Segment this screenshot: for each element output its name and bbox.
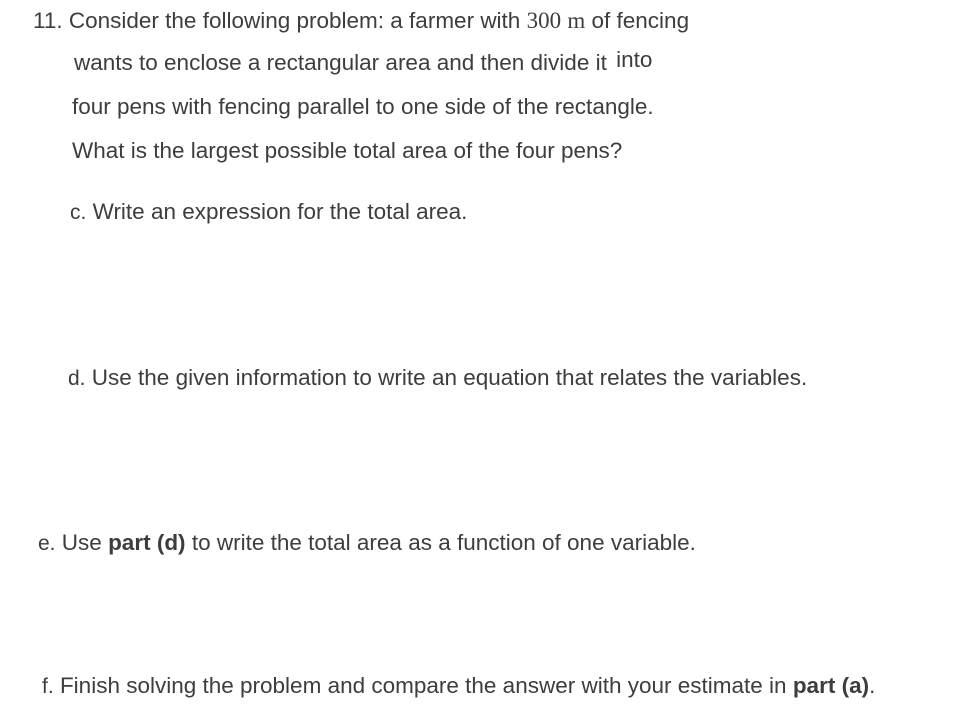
part-c-text: Write an expression for the total area. xyxy=(92,199,468,224)
part-e-reference: part (d) xyxy=(108,530,186,555)
problem-text-2: wants to enclose a rectangular area and then divide it xyxy=(74,50,607,75)
fence-value: 300 xyxy=(526,8,562,33)
problem-line-4 xyxy=(72,137,622,165)
problem-text-4: What is the largest possible total area of the four pens? xyxy=(72,138,623,163)
problem-text-1: Consider the following problem: a farmer with xyxy=(68,8,521,33)
problem-line-2 xyxy=(74,49,652,77)
part-e-text-pre: Use xyxy=(61,530,102,555)
part-f-text-pre: Finish solving the problem and compare the answer with your estimate in xyxy=(59,673,787,698)
fence-unit: m xyxy=(567,8,586,33)
part-d xyxy=(68,364,807,393)
problem-line-1 xyxy=(33,7,689,35)
part-f-reference: part (a) xyxy=(792,673,870,698)
problem-text-3: four pens with fencing parallel to one side of the rectangle. xyxy=(72,94,654,119)
part-c-label: c. xyxy=(70,201,87,224)
part-c xyxy=(70,198,467,227)
part-e-label: e. xyxy=(38,532,56,555)
part-e-text-post: to write the total area as a function of one variable. xyxy=(191,530,696,555)
problem-number: 11. xyxy=(33,8,63,33)
problem-text-1b: of fencing xyxy=(591,8,690,33)
part-f-text-post: . xyxy=(869,673,876,698)
part-f xyxy=(42,672,875,701)
part-d-text: Use the given information to write an equation that relates the variables. xyxy=(91,365,808,390)
problem-text-2b: into xyxy=(616,47,653,72)
part-d-label: d. xyxy=(68,367,86,390)
part-e xyxy=(38,529,696,558)
part-f-label: f. xyxy=(42,675,54,698)
problem-line-3 xyxy=(72,93,654,121)
